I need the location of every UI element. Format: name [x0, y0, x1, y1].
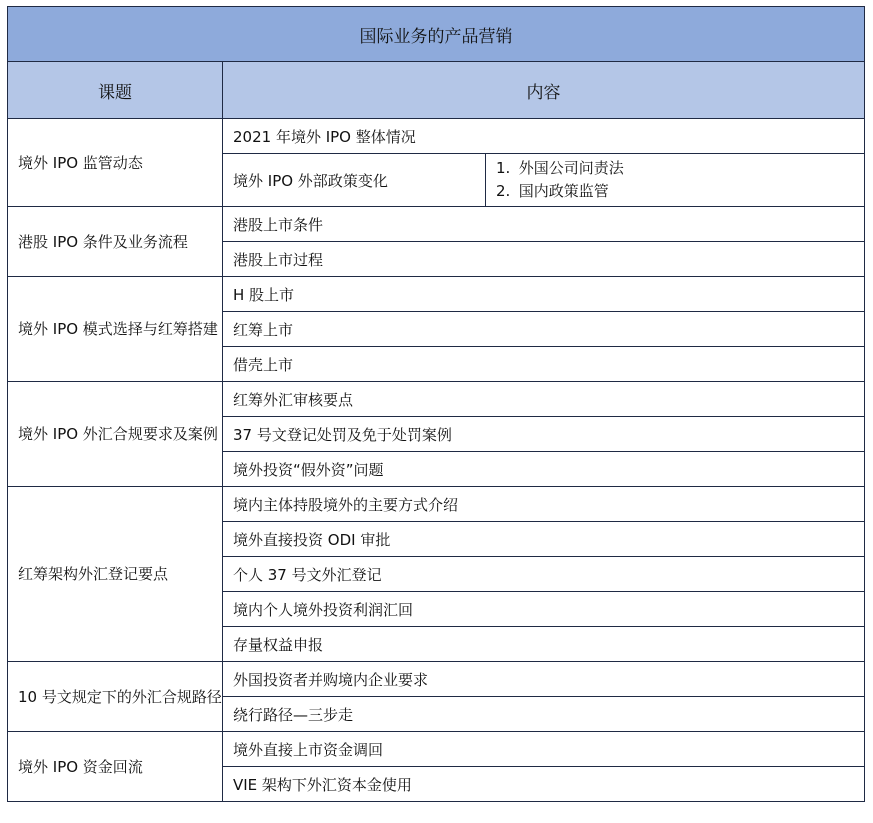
topic-cell: 境外 IPO 资金回流	[8, 732, 223, 802]
content-cell: VIE 架构下外汇资本金使用	[223, 767, 865, 802]
content-cell: 2021 年境外 IPO 整体情况	[223, 119, 865, 154]
topic-cell: 境外 IPO 监管动态	[8, 119, 223, 207]
course-table	[7, 6, 865, 802]
content-cell: 境内主体持股境外的主要方式介绍	[223, 487, 865, 522]
content-cell: 境外 IPO 外部政策变化	[223, 154, 486, 207]
content-cell: 港股上市过程	[223, 242, 865, 277]
header-topic: 课题	[8, 62, 223, 119]
content-cell: 境外直接上市资金调回	[223, 732, 865, 767]
policy-point	[496, 157, 864, 180]
topic-cell: 港股 IPO 条件及业务流程	[8, 207, 223, 277]
content-cell: 红筹外汇审核要点	[223, 382, 865, 417]
point-number: 2.	[496, 182, 511, 200]
content-cell: 存量权益申报	[223, 627, 865, 662]
content-cell: 37 号文登记处罚及免于处罚案例	[223, 417, 865, 452]
content-cell: 个人 37 号文外汇登记	[223, 557, 865, 592]
topic-cell: 境外 IPO 模式选择与红筹搭建	[8, 277, 223, 382]
topic-cell: 红筹架构外汇登记要点	[8, 487, 223, 662]
content-cell: 境外投资“假外资”问题	[223, 452, 865, 487]
point-number: 1.	[496, 159, 511, 177]
content-cell: 港股上市条件	[223, 207, 865, 242]
header-content: 内容	[223, 62, 865, 119]
content-cell: 境外直接投资 ODI 审批	[223, 522, 865, 557]
content-cell: H 股上市	[223, 277, 865, 312]
table-title: 国际业务的产品营销	[8, 7, 865, 62]
content-cell: 借壳上市	[223, 347, 865, 382]
content-cell: 境内个人境外投资利润汇回	[223, 592, 865, 627]
policy-points-cell	[486, 154, 865, 207]
point-text: 国内政策监管	[518, 182, 609, 200]
point-text: 外国公司问责法	[518, 159, 624, 177]
content-cell: 红筹上市	[223, 312, 865, 347]
content-cell: 绕行路径—三步走	[223, 697, 865, 732]
content-cell: 外国投资者并购境内企业要求	[223, 662, 865, 697]
policy-point	[496, 180, 864, 203]
topic-cell: 境外 IPO 外汇合规要求及案例	[8, 382, 223, 487]
topic-cell: 10 号文规定下的外汇合规路径	[8, 662, 223, 732]
